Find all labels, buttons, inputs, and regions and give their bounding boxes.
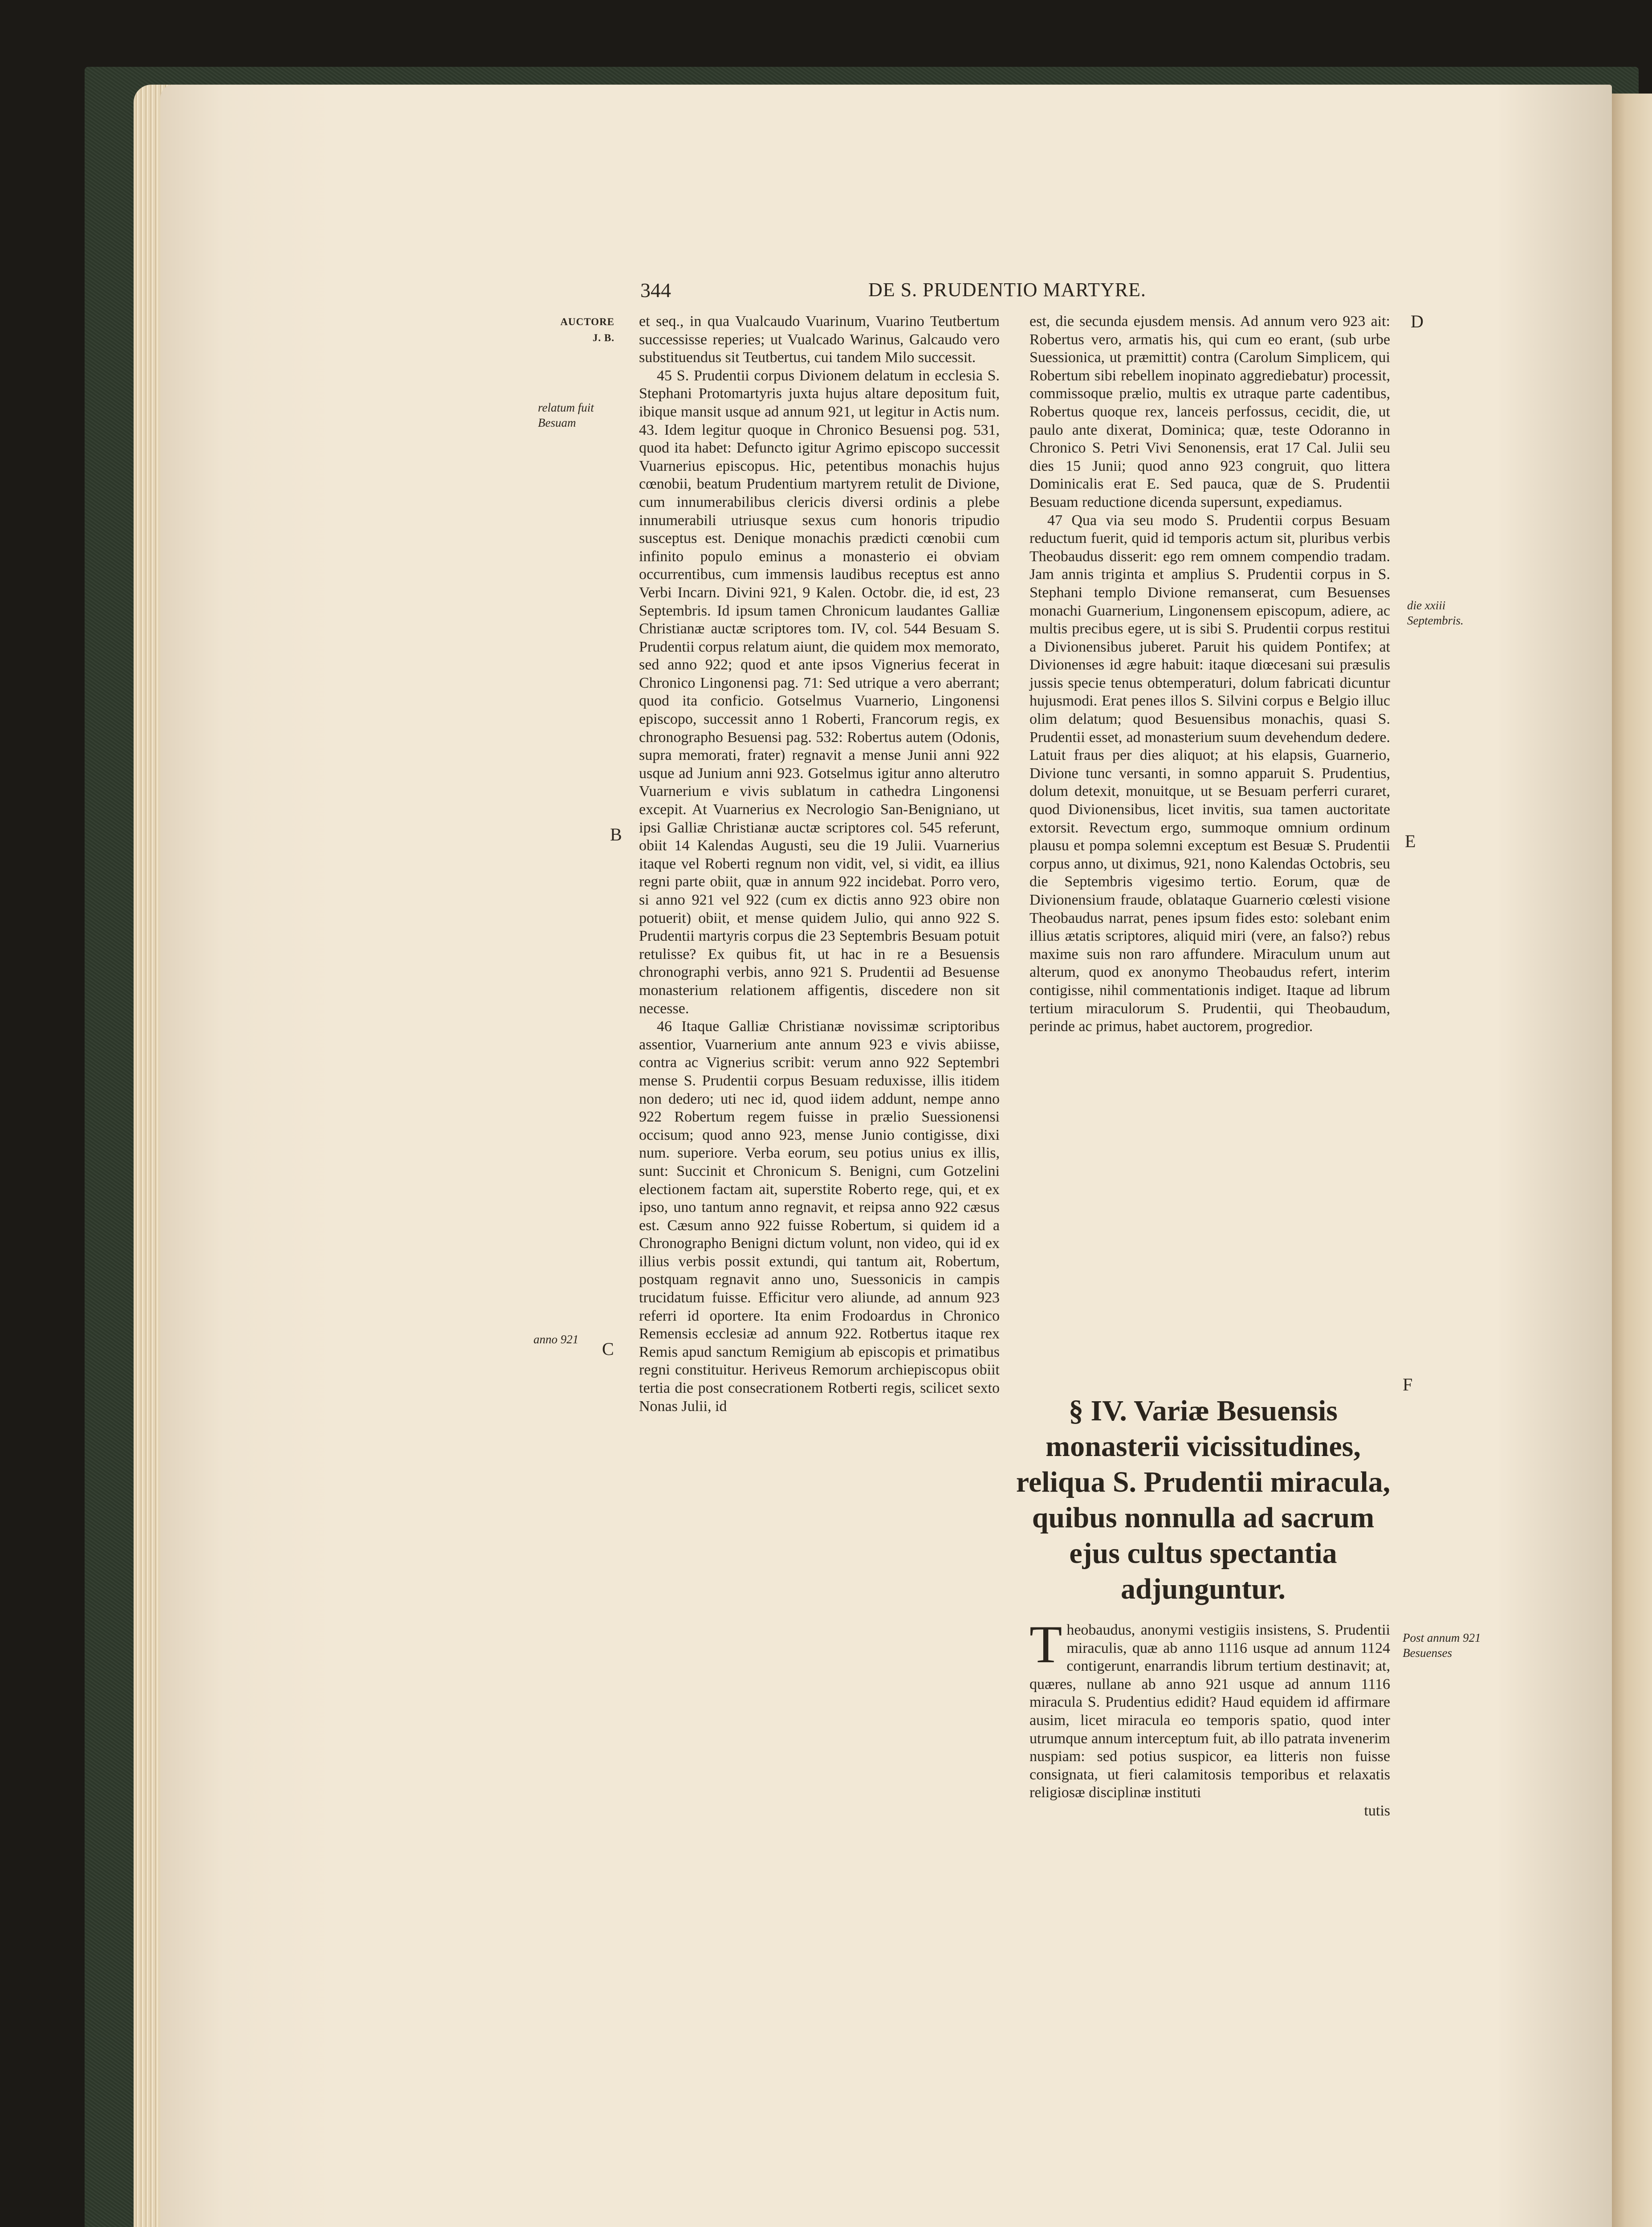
- margin-note-relatum: relatum fuit Besuam: [538, 401, 594, 429]
- right-column: [1029, 313, 1390, 1036]
- section-letter-f: F: [1403, 1375, 1413, 1395]
- margin-note-anno921: anno 921: [533, 1333, 579, 1346]
- section-body: [1029, 1615, 1390, 1820]
- paragraph: et seq., in qua Vualcaudo Vuarinum, Vuarino Teutbertum successisse reperies; ut Vualcado Warinus, Galcaudo vero substituendus sit Teutbertus, cui tandem Milo successit.: [639, 313, 1000, 366]
- left-column: [639, 313, 1000, 1415]
- section-letter-e: E: [1405, 831, 1416, 851]
- section-paragraph: [1029, 1615, 1390, 1802]
- section-text: heobaudus, anonymi vestigiis insistens, S. Prudentii miraculis, quæ ab anno 1116 usque ad annum 1124 contigerunt, enarrandis librum tertium destinavit; at, quæres, nullane ab anno 921 usque ad annum 1116 miracula S. Prudentius edidit? Haud equidem id affirmare ausim, licet miracula eo temporis spatio, quod inter utrumque annum interceptum fuit, ab illo patrata invenerim nuspiam: sed potius suspicor, ea litteris non fuisse consignata, ut fieri calamitosis temporibus et relaxatis religiosæ disciplinæ instituti: [1029, 1622, 1390, 1801]
- section-letter-d: D: [1411, 311, 1424, 331]
- running-title: DE S. PRUDENTIO MARTYRE.: [868, 279, 1146, 301]
- next-page-edge: [1607, 94, 1652, 2227]
- section-heading: § IV. Variæ Besuensis monasterii vicissitudines, reliqua S. Prudentii miracula, quibus nonnulla ad sacrum ejus cultus spectantia adjunguntur.: [1016, 1395, 1391, 1605]
- drop-cap: T: [1029, 1615, 1062, 1674]
- section-letter-b: B: [610, 824, 622, 844]
- paragraph: 47 Qua via seu modo S. Prudentii corpus Besuam reductum fuerit, quid id temporis actum sit, pluribus verbis Theobaudus disserit: ego rem omnem compendio tradam. Jam annis triginta et amplius S. Prudentii corpus in S. Stephani templo Divione remanserat, cum Besuenses monachi Guarnerium, Lingonensem episcopum, adiere, ac multis precibus egere, ut is sibi S. Prudentii corpus restitui a Divionensibus juberet. Paruit his quidem Pontifex; at Divionenses id ægre habuit: itaque diœcesani sui præsulis jussis specie tenus obtemperaturi, dolum fabricati dicuntur hujusmodi. Erat penes illos S. Silvini corpus e Belgio illuc olim delatum; quod Besuensibus monachis, quasi S. Prudentii esset, ad monasterium suum devehendum dedere. Latuit fraus per dies aliquot; at his elapsis, Guarnerio, Divione tunc versanti, in somno apparuit S. Prudentius, dolum detexit, monuitque, ut se Besuam perferri curaret, quod Divionensibus, licet invitis, sua tamen auctoritate extorsit. Revectum ergo, summoque omnium ordinum plausu et pompa solemni exceptum est Besuæ S. Prudentii corpus anno, ut diximus, 921, nono Kalendas Octobris, seu die Septembris vigesimo tertio. Eorum, quæ de Divionensium fraude, oblataque Guarnerio cœlesti visione Theobaudus narrat, penes ipsum fides esto: solebant enim illius ætatis scriptores, aliquid miri (vere, an falso?) rebus maxime suis non raro affundere. Miraculum unum aut alterum, quod ex anonymo Theobaudus refert, interim contigisse, nihil commentationis indiget. Itaque ad librum tertium miraculorum S. Prudentii, qui Theobaudum, perinde ac primus, habet auctorem, progredior.: [1029, 512, 1390, 1035]
- auctore-initials: J. B.: [592, 332, 614, 343]
- section-letter-c: C: [602, 1339, 614, 1359]
- paragraph: 45 S. Prudentii corpus Divionem delatum in ecclesia S. Stephani Protomartyris juxta hujus altare depositum fuit, ibique mansit usque ad annum 921, ut legitur in Actis num. 43. Idem legitur quoque in Chronico Besuensi pog. 531, quod ita habet: Defuncto igitur Agrimo episcopo successit Vuarnerius episcopus. Hic, petentibus monachis hujus cœnobii, beatum Prudentium martyrem retulit de Divione, cum innumerabilibus clericis diversi ordinis a plebe innumerabili utriusque sexus cum honoris tripudio susceptus est. Denique monachis prædicti cœnobii cum infinito populo eminus a monasterio ei obviam occurrentibus, cum immensis laudibus receptus est anno Verbi Incarn. Divini 921, 9 Kalen. Octobr. die, id est, 23 Septembris. Id ipsum tamen Chronicum laudantes Galliæ Christianæ auctæ scriptores tom. IV, col. 544 Besuam S. Prudentii corpus relatum aiunt, die quidem mox memorato, sed anno 922; quod et ante ipsos Vignerius fecerat in Chronico Lingonensi pag. 71: Sed utrique a vero aberrant; quod ita conficio. Gotselmus Vuarnerio, Lingonensi episcopo, successit anno 1 Roberti, Francorum regis, ex chronographo Besuensi pag. 532: Robertus autem (Odonis, supra memorati, frater) regnavit a mense Junii anni 922 usque ad Junium anni 923. Gotselmus igitur anno alterutro Vuarnerium e vivis sublatum in cathedra Lingonensi excepit. At Vuarnerius ex Necrologio San-Benigniano, ut ipsi Galliæ Christianæ auctæ scriptores col. 545 referunt, obiit 14 Kalendas Augusti, seu die 19 Julii. Vuarnerius itaque vel Roberti regnum non vidit, vel, si vidit, ea illius regni parte obiit, quæ in annum 922 incidebat. Porro vero, si anno 921 vel 922 (cum ex dictis anno 923 obire non potuerit) obiit, et mense quidem Julio, qui anno 922 S. Prudentii martyris corpus die 23 Septembris Besuam potuit retulisse? Ex quibus fit, ut hac in re a Besuensis chronographi verbis, anno 921 S. Prudentii ad Besuense monasterium relationem affigentis, discedere non sit necesse.: [639, 367, 1000, 1017]
- margin-note-die: die xxiii Septembris.: [1407, 599, 1464, 627]
- margin-auctore: [552, 314, 614, 346]
- margin-note-post: Post annum 921 Besuenses: [1403, 1631, 1481, 1660]
- auctore-label: AUCTORE: [560, 316, 614, 327]
- paragraph: 46 Itaque Galliæ Christianæ novissimæ scriptoribus assentior, Vuarnerium ante annum 923 e vivis abiisse, contra ac Vignerius scribit: verum anno 922 Septembri mense S. Prudentii corpus Besuam reduxisse, illis itidem non dedero; uti nec id, quod iidem addunt, nempe anno 922 Robertum regem fuisse in prælio Suessionensi occisum; quod anno 923, mense Junio contigisse, dixi num. superiore. Verba eorum, seu potius unius ex illis, sunt: Succinit et Chronicum S. Benigni, cum Gotzelini electionem factam ait, superstite Roberto rege, qui, et ex ipso, uno tantum anno regnavit, et reipsa anno 922 cæsus est. Cæsum anno 922 fuisse Robertum, si quidem id a Chronographo Benigni dictum volunt, non video, qui id ex illius verbis possit extundi, qui tantum ait, Robertum, postquam regnavit anno uno, Suessonicis in campis trucidatum fuisse. Efficitur vero aliunde, ad annum 923 referri id oportere. Ita enim Frodoardus in Chronico Remensis ecclesiæ ad annum 922. Rotbertus itaque rex Remis apud sanctum Remigium ab episcopis et primatibus regni constituitur. Heriveus Remorum archiepiscopus obiit tertia die post consecrationem Rotberti regis, scilicet sexto Nonas Julii, id: [639, 1018, 1000, 1415]
- paragraph: est, die secunda ejusdem mensis. Ad annum vero 923 ait: Robertus vero, armatis his, qui cum eo erant, (sub urbe Suessionica, ut præmittit) contra (Carolum Simplicem, qui Robertum sibi rebellem inopinato aggrediebatur) processit, commissoque prælio, multis ex utraque parte cadentibus, Robertus quoque rex, lanceis perfossus, cecidit, die, ut paulo ante dixerat, Dominica; quæ, teste Odoranno in Chronico S. Petri Vivi Senonensis, erat 17 Cal. Julii seu dies 15 Junii; quod anno 923 congruit, quo littera Dominicalis erat E. Sed pauca, quæ de S. Prudentii Besuam reductione dicenda supersunt, expediamus.: [1029, 313, 1390, 510]
- catchword: tutis: [1364, 1802, 1390, 1819]
- page-number: 344: [640, 279, 671, 302]
